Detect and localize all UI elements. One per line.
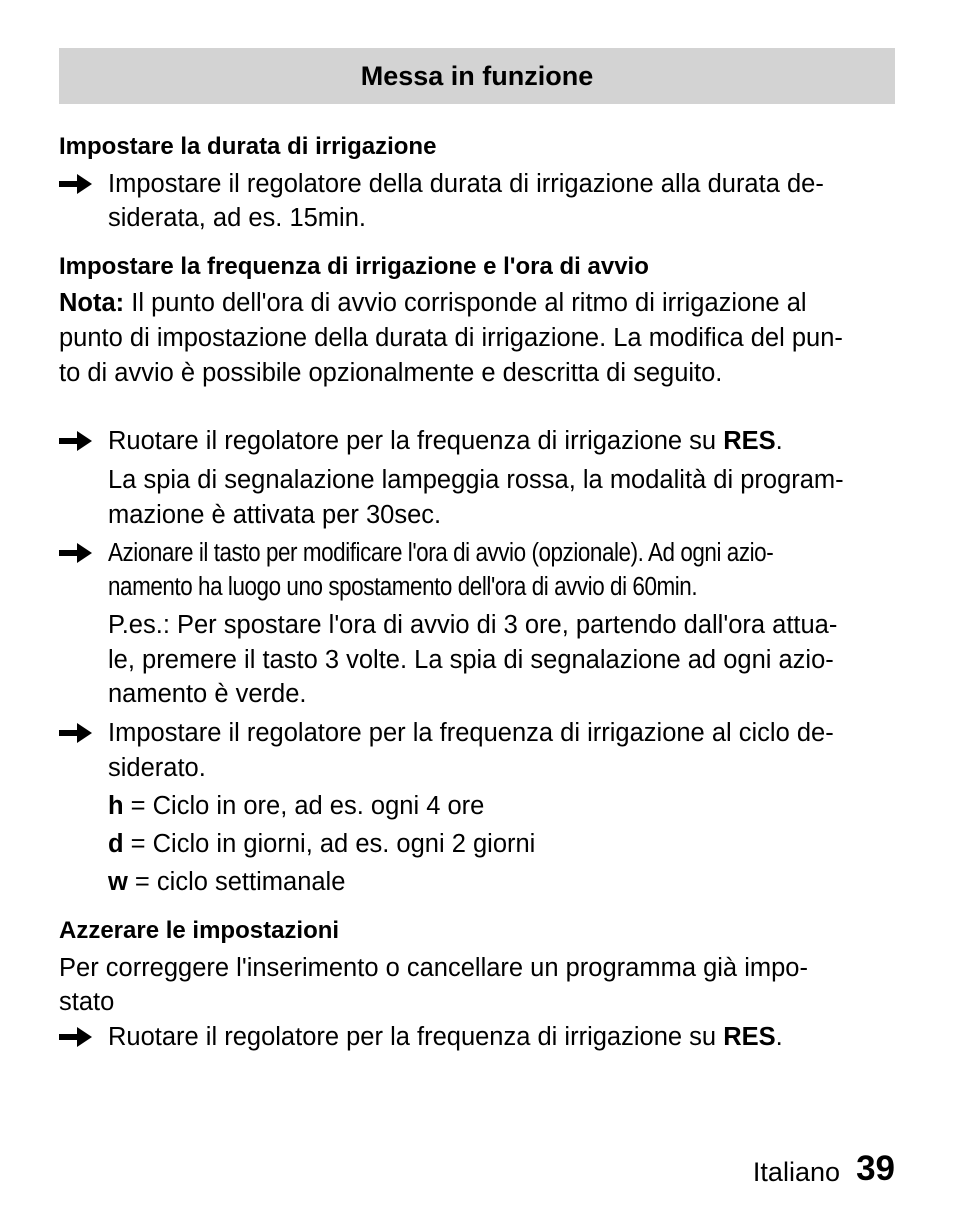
section-heading-frequency: Impostare la frequenza di irrigazione e l'ora di avvio xyxy=(59,253,649,280)
res-label: RES xyxy=(723,427,776,455)
step-text-part: Ruotare il regolatore per la frequenza di irrigazione su xyxy=(108,427,724,455)
step-text: Impostare il regolatore per la frequenza di irrigazione al ciclo de- xyxy=(108,719,834,747)
cycle-key: w xyxy=(108,868,128,896)
section-heading-reset: Azzerare le impostazioni xyxy=(59,917,340,944)
cycle-text: = Ciclo in ore, ad es. ogni 4 ore xyxy=(123,792,485,820)
page-title: Messa in funzione xyxy=(360,61,594,91)
step-detail: le, premere il tasto 3 volte. La spia di segnalazione ad ogni azio- xyxy=(108,646,834,674)
step-text: siderato. xyxy=(108,754,206,782)
right-arrow-icon xyxy=(59,543,92,563)
step-text: Impostare il regolatore della durata di irrigazione alla durata de- xyxy=(108,170,824,198)
step-text-end: . xyxy=(775,427,783,455)
step-text-end: . xyxy=(775,1023,783,1051)
step-text xyxy=(108,536,864,570)
step-text: siderata, ad es. 15min. xyxy=(108,204,366,232)
step-text-condensed: namento ha luogo uno spostamento dell'ora di avvio di 60min. xyxy=(108,573,698,601)
step-text xyxy=(108,1020,783,1054)
paragraph-text: stato xyxy=(59,988,115,1016)
res-label: RES xyxy=(723,1023,776,1051)
right-arrow-icon xyxy=(59,431,92,451)
step-detail: La spia di segnalazione lampeggia rossa, la modalità di program- xyxy=(108,466,844,494)
cycle-key: h xyxy=(108,792,124,820)
cycle-option-weekly xyxy=(108,865,345,899)
section-header xyxy=(59,48,895,104)
right-arrow-icon xyxy=(59,1027,92,1047)
page-number: 39 xyxy=(856,1149,895,1188)
cycle-option-days xyxy=(108,827,535,861)
cycle-option-hours xyxy=(108,789,484,823)
step-detail: namento è verde. xyxy=(108,680,307,708)
cycle-text: = ciclo settimanale xyxy=(127,868,346,896)
paragraph-text: Per correggere l'inserimento o cancellare un programma già impo- xyxy=(59,954,808,982)
step-detail: P.es.: Per spostare l'ora di avvio di 3 ore, partendo dall'ora attua- xyxy=(108,611,838,639)
section-heading-duration: Impostare la durata di irrigazione xyxy=(59,133,437,160)
cycle-text: = Ciclo in giorni, ad es. ogni 2 giorni xyxy=(123,830,536,858)
note-label: Nota: xyxy=(59,289,125,317)
right-arrow-icon xyxy=(59,723,92,743)
right-arrow-icon xyxy=(59,174,92,194)
step-text-condensed: Azionare il tasto per modificare l'ora di avvio (opzionale). Ad ogni azio- xyxy=(108,539,774,567)
step-text xyxy=(108,570,777,604)
note-text: Il punto dell'ora di avvio corrisponde al ritmo di irrigazione al xyxy=(124,289,807,317)
step-text xyxy=(108,424,783,458)
cycle-key: d xyxy=(108,830,124,858)
footer-language: Italiano xyxy=(752,1157,840,1187)
step-detail: mazione è attivata per 30sec. xyxy=(108,501,442,529)
step-text-part: Ruotare il regolatore per la frequenza di irrigazione su xyxy=(108,1023,724,1051)
note-paragraph xyxy=(59,286,807,320)
note-text: punto di impostazione della durata di irrigazione. La modifica del pun- xyxy=(59,324,843,352)
note-text: to di avvio è possibile opzionalmente e descritta di seguito. xyxy=(59,359,723,387)
